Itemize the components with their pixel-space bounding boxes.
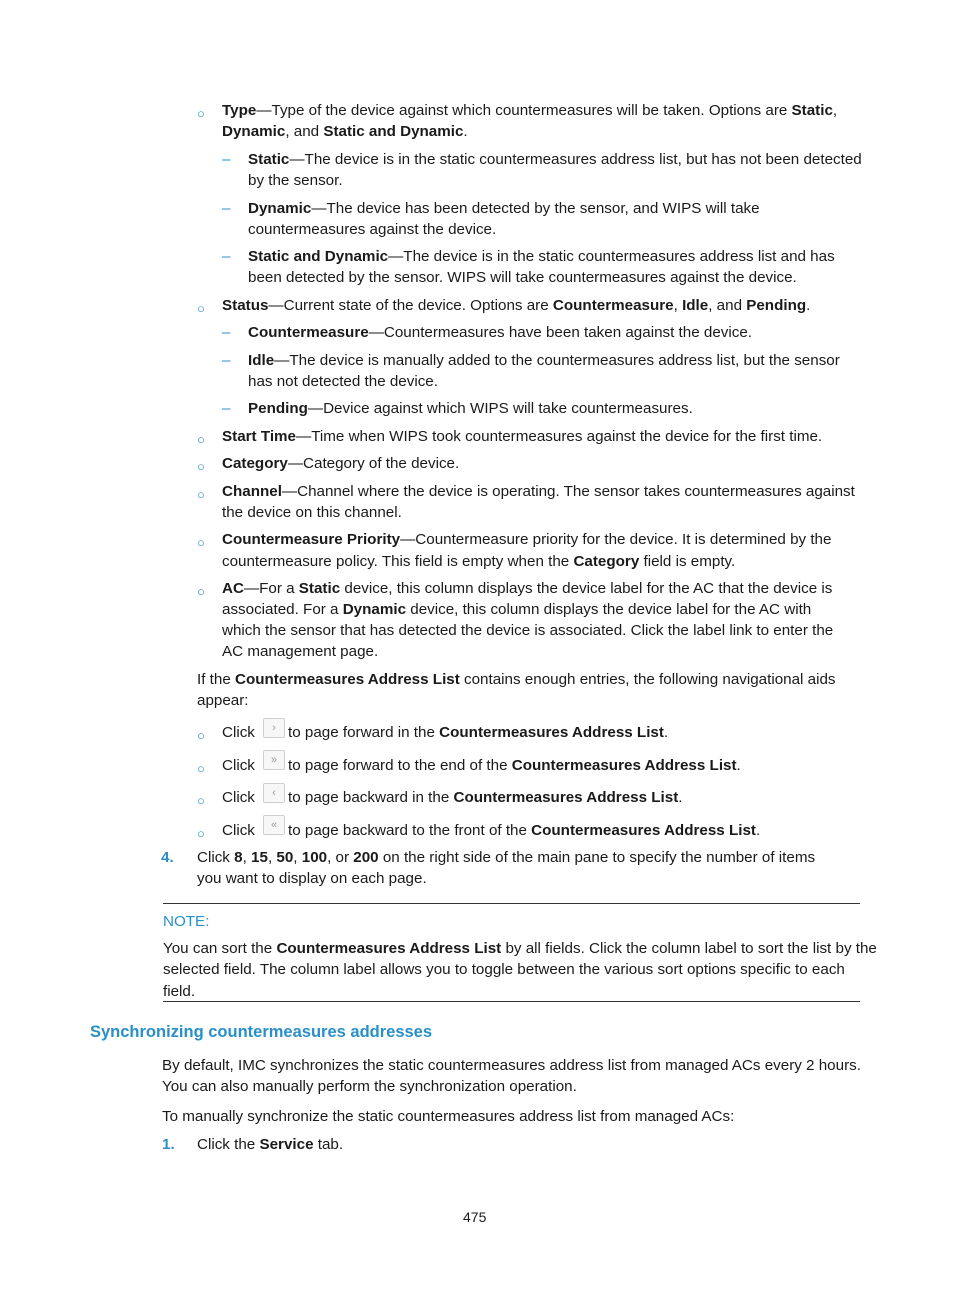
text: —Channel where the device is operating. The sensor takes countermeasures against: [281, 483, 855, 500]
term: Idle: [248, 352, 275, 369]
text: Click: [197, 849, 235, 866]
term: Dynamic: [248, 200, 312, 217]
sub-pending: [248, 398, 693, 419]
text: .: [806, 297, 811, 314]
note-line3: field.: [163, 983, 196, 1000]
option: Idle: [682, 297, 709, 314]
sub-static-line2: by the sensor.: [248, 172, 343, 189]
dash-icon: –: [222, 151, 231, 168]
value: 15: [251, 849, 268, 866]
nav-item-last: [222, 755, 255, 776]
value: 8: [234, 849, 243, 866]
option-dynamic: Dynamic: [222, 123, 286, 140]
text: —For a: [243, 580, 299, 597]
step-number: 1.: [162, 1136, 175, 1153]
sub-both-line2: been detected by the sensor. WIPS will take countermeasures against the device.: [248, 269, 797, 286]
section-p1-line1: By default, IMC synchronizes the static countermeasures address list from managed ACs every 2 hours.: [162, 1057, 861, 1074]
note-line1: [163, 938, 877, 959]
term: Pending: [248, 400, 308, 417]
text: device, this column displays the device label for the AC that the device is: [340, 580, 833, 597]
text: .: [678, 789, 683, 806]
bullet-icon: ○: [197, 728, 205, 743]
option: Countermeasure: [552, 297, 674, 314]
nav-item-first: [222, 820, 255, 841]
text: , and: [285, 123, 324, 140]
item-channel-line2: the device on this channel.: [222, 504, 402, 521]
text: countermeasure policy. This field is empty when the: [222, 553, 574, 570]
note-label: NOTE:: [163, 913, 210, 930]
sub-countermeasure: [248, 322, 752, 343]
option: Pending: [746, 297, 807, 314]
text: to page backward to the front of the: [288, 822, 532, 839]
text: If the: [197, 671, 235, 688]
term: Static and Dynamic: [248, 248, 389, 265]
text: ,: [293, 849, 302, 866]
sub-both-line1: [248, 246, 835, 267]
option-static-and-dynamic: Static and Dynamic: [323, 123, 464, 140]
term: Countermeasures Address List: [235, 671, 460, 688]
dash-icon: –: [222, 200, 231, 217]
text: .: [663, 724, 669, 741]
option-static: Static: [791, 102, 833, 119]
term: Category: [573, 553, 640, 570]
text: to page forward in the: [288, 724, 440, 741]
term: Static: [298, 580, 341, 597]
term: Static: [248, 151, 290, 168]
item-channel-line1: [222, 481, 855, 502]
item-category: [222, 453, 459, 474]
text: ,: [242, 849, 252, 866]
bullet-icon: ○: [197, 301, 205, 316]
text: contains enough entries, the following navigational aids: [459, 671, 836, 688]
text: , or: [327, 849, 354, 866]
text: associated. For a: [222, 601, 343, 618]
bullet-icon: ○: [197, 459, 205, 474]
text: ,: [267, 849, 277, 866]
nav-item-first-text: [288, 820, 760, 841]
term: Category: [222, 455, 288, 472]
nav-intro-line2: appear:: [197, 692, 249, 709]
text: Click: [222, 789, 255, 806]
dash-icon: –: [222, 324, 231, 341]
term: AC: [222, 580, 244, 597]
item-ac-line1: [222, 578, 832, 599]
nav-item-back: [222, 787, 255, 808]
text: ,: [673, 297, 683, 314]
item-type-line2: [222, 121, 468, 142]
text: —The device is in the static countermeasures address list, but has not been detected: [289, 151, 862, 168]
text: to page backward in the: [288, 789, 454, 806]
value: 200: [353, 849, 379, 866]
bullet-icon: ○: [197, 432, 205, 447]
text: ,: [832, 102, 838, 119]
text: —The device is manually added to the countermeasures address list, but the sensor: [274, 352, 840, 369]
sub-dynamic-line2: countermeasures against the device.: [248, 221, 497, 238]
step1: [197, 1134, 343, 1155]
sub-idle-line2: has not detected the device.: [248, 373, 438, 390]
text: —Device against which WIPS will take countermeasures.: [307, 400, 693, 417]
page-number: 475: [463, 1209, 487, 1225]
sub-dynamic-line1: [248, 198, 760, 219]
term-type: Type: [222, 102, 257, 119]
bullet-icon: ○: [197, 584, 205, 599]
bullet-icon: ○: [197, 826, 205, 841]
term: Countermeasures Address List: [453, 789, 679, 806]
item-status: [222, 295, 810, 316]
text: —The device has been detected by the sensor, and WIPS will take: [311, 200, 760, 217]
bullet-icon: ○: [197, 535, 205, 550]
nav-item-forward: [222, 722, 255, 743]
double-chevron-right-icon: »: [263, 750, 285, 770]
text: Click: [222, 757, 255, 774]
text: —Countermeasure priority for the device. It is determined by the: [400, 531, 832, 548]
item-ac-line4: AC management page.: [222, 643, 379, 660]
section-p1-line2: You can also manually perform the synchronization operation.: [162, 1078, 577, 1095]
text: Click the: [197, 1136, 260, 1153]
value: 50: [276, 849, 294, 866]
bullet-icon: ○: [197, 106, 205, 121]
step4-line1: [197, 847, 815, 868]
section-p2: To manually synchronize the static countermeasures address list from managed ACs:: [162, 1108, 735, 1125]
dash-icon: –: [222, 400, 231, 417]
item-ac-line2: [222, 599, 811, 620]
text: by all fields. Click the column label to sort the list by the: [501, 940, 877, 957]
item-type-line1: [222, 100, 837, 121]
term: Countermeasures Address List: [511, 757, 737, 774]
nav-item-forward-text: [288, 722, 668, 743]
text: —Countermeasures have been taken against the device.: [368, 324, 753, 341]
item-ac-line3: which the sensor that has detected the device is associated. Click the label link to enter the: [222, 622, 834, 639]
text: .: [736, 757, 741, 774]
bullet-icon: ○: [197, 761, 205, 776]
term-status: Status: [222, 297, 269, 314]
term: Countermeasures Address List: [276, 940, 502, 957]
chevron-right-icon: ›: [263, 718, 285, 738]
text: .: [755, 822, 761, 839]
section-heading: Synchronizing countermeasures addresses: [90, 1023, 433, 1041]
text: —Current state of the device. Options are: [268, 297, 553, 314]
text: tab.: [313, 1136, 344, 1153]
nav-item-back-text: [288, 787, 683, 808]
text: —Category of the device.: [287, 455, 460, 472]
text: field is empty.: [639, 553, 736, 570]
step4-line2: you want to display on each page.: [197, 870, 427, 887]
chevron-left-icon: ‹: [263, 783, 285, 803]
note-top-rule: [163, 903, 860, 904]
term: Start Time: [222, 428, 296, 445]
text: —The device is in the static countermeasures address list and has: [388, 248, 835, 265]
item-priority-line2: [222, 551, 735, 572]
value: 100: [301, 849, 328, 866]
text: device, this column displays the device label for the AC with: [406, 601, 812, 618]
text: Click: [222, 822, 255, 839]
sub-static-line1: [248, 149, 862, 170]
text: on the right side of the main pane to specify the number of items: [378, 849, 816, 866]
term: Dynamic: [342, 601, 407, 618]
term: Countermeasures Address List: [439, 724, 664, 741]
term: Countermeasure: [248, 324, 369, 341]
double-chevron-left-icon: «: [263, 815, 285, 835]
note-line2: selected field. The column label allows you to toggle between the various sort options specific to each: [163, 961, 845, 978]
dash-icon: –: [222, 352, 231, 369]
text: to page forward to the end of the: [288, 757, 512, 774]
text: —Type of the device against which countermeasures will be taken. Options are: [256, 102, 792, 119]
dash-icon: –: [222, 248, 231, 265]
term: Countermeasure Priority: [222, 531, 401, 548]
item-start-time: [222, 426, 822, 447]
text: , and: [708, 297, 747, 314]
nav-item-last-text: [288, 755, 741, 776]
text: Click: [222, 724, 255, 741]
bullet-icon: ○: [197, 487, 205, 502]
text: .: [463, 123, 468, 140]
term: Countermeasures Address List: [531, 822, 756, 839]
sub-idle-line1: [248, 350, 840, 371]
bullet-icon: ○: [197, 793, 205, 808]
term: Service: [259, 1136, 314, 1153]
step-number: 4.: [161, 849, 174, 866]
text: You can sort the: [163, 940, 277, 957]
text: —Time when WIPS took countermeasures against the device for the first time.: [296, 428, 823, 445]
item-priority-line1: [222, 529, 831, 550]
nav-intro-line1: [197, 669, 836, 690]
note-bottom-rule: [163, 1001, 860, 1002]
term: Channel: [222, 483, 282, 500]
